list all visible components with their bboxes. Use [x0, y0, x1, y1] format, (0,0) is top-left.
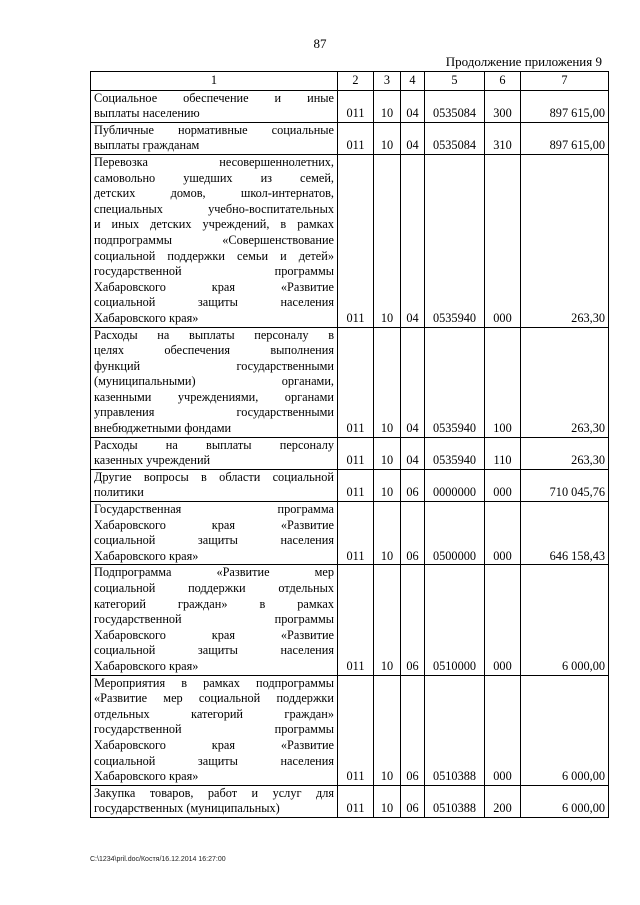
target-item-code: 0535940 — [425, 327, 485, 437]
table-row — [91, 327, 609, 437]
table-row — [91, 675, 609, 785]
expense-type-code: 000 — [485, 565, 521, 675]
target-item-code: 0510000 — [425, 565, 485, 675]
subsection-code: 06 — [401, 502, 425, 565]
subsection-code: 04 — [401, 327, 425, 437]
table-row — [91, 502, 609, 565]
row-name-line: Хабаровского края» — [94, 658, 199, 673]
row-name — [91, 502, 338, 565]
row-name — [91, 469, 338, 501]
column-header: 6 — [485, 72, 521, 91]
section-code: 10 — [374, 90, 401, 122]
row-name-line: социальной защиты населения — [94, 533, 334, 548]
row-name-line: социальной поддержки семьи и детей» — [94, 248, 334, 263]
expense-type-code: 310 — [485, 122, 521, 154]
ministry-code: 011 — [338, 675, 374, 785]
expense-type-code: 110 — [485, 437, 521, 469]
row-name-line: государственной программы — [94, 722, 334, 737]
section-code: 10 — [374, 122, 401, 154]
ministry-code: 011 — [338, 90, 374, 122]
row-name-line: Подпрограмма «Развитие мер — [94, 565, 334, 580]
row-name-line: управления государственными — [94, 405, 334, 420]
target-item-code: 0000000 — [425, 469, 485, 501]
row-name-line: Мероприятия в рамках подпрограммы — [94, 675, 334, 690]
row-name-line: Хабаровского края «Развитие — [94, 279, 334, 294]
column-header: 2 — [338, 72, 374, 91]
expense-type-code: 000 — [485, 502, 521, 565]
row-name — [91, 565, 338, 675]
page-number: 87 — [313, 36, 327, 51]
row-name — [91, 90, 338, 122]
section-code: 10 — [374, 437, 401, 469]
table-row — [91, 565, 609, 675]
row-name — [91, 675, 338, 785]
column-header: 4 — [401, 72, 425, 91]
row-name-line: Социальное обеспечение и иные — [94, 90, 334, 105]
expense-type-code: 000 — [485, 675, 521, 785]
column-header: 7 — [521, 72, 609, 91]
expense-type-code: 000 — [485, 154, 521, 327]
row-name-line: социальной защиты населения — [94, 643, 334, 658]
ministry-code: 011 — [338, 469, 374, 501]
row-name-line: самовольно ушедших из семей, — [94, 170, 334, 185]
row-name-line: Перевозка несовершеннолетних, — [94, 154, 334, 169]
subsection-code: 06 — [401, 675, 425, 785]
row-name-line: Публичные нормативные социальные — [94, 122, 334, 137]
section-code: 10 — [374, 785, 401, 817]
row-name-line: выплаты гражданам — [94, 138, 200, 153]
ministry-code: 011 — [338, 502, 374, 565]
ministry-code: 011 — [338, 437, 374, 469]
column-header: 5 — [425, 72, 485, 91]
continuation-label: Продолжение приложения 9 — [445, 54, 602, 69]
subsection-code: 06 — [401, 785, 425, 817]
row-name-line: политики — [94, 485, 144, 500]
row-name-line: казенных учреждений — [94, 453, 211, 468]
row-name-line: государственной программы — [94, 264, 334, 279]
row-name-line: социальной защиты населения — [94, 753, 334, 768]
row-name-line: отдельных категорий граждан» — [94, 706, 334, 721]
row-name — [91, 154, 338, 327]
row-name — [91, 437, 338, 469]
row-name-line: детских домов, школ-интернатов, — [94, 186, 334, 201]
ministry-code: 011 — [338, 565, 374, 675]
row-name-line: Закупка товаров, работ и услуг для — [94, 785, 334, 800]
row-name-line: Хабаровского края» — [94, 310, 199, 325]
ministry-code: 011 — [338, 327, 374, 437]
row-name-line: внебюджетными фондами — [94, 421, 232, 436]
section-code: 10 — [374, 469, 401, 501]
table-row — [91, 437, 609, 469]
row-name-line: Другие вопросы в области социальной — [94, 469, 334, 484]
table-row — [91, 122, 609, 154]
ministry-code: 011 — [338, 122, 374, 154]
amount: 263,30 — [521, 327, 609, 437]
row-name-line: Расходы на выплаты персоналу в — [94, 327, 334, 342]
table-row — [91, 90, 609, 122]
amount: 897 615,00 — [521, 90, 609, 122]
target-item-code: 0535084 — [425, 90, 485, 122]
row-name-line: Государственная программа — [94, 502, 334, 517]
amount: 263,30 — [521, 437, 609, 469]
ministry-code: 011 — [338, 785, 374, 817]
row-name-line: целях обеспечения выполнения — [94, 343, 334, 358]
row-name-line: специальных учебно-воспитательных — [94, 201, 334, 216]
row-name-line: социальной поддержки отдельных — [94, 581, 334, 595]
ministry-code: 011 — [338, 154, 374, 327]
expense-type-code: 100 — [485, 327, 521, 437]
row-name — [91, 785, 338, 817]
expense-type-code: 200 — [485, 785, 521, 817]
column-header: 1 — [91, 72, 338, 91]
budget-table — [90, 71, 609, 818]
file-path-footer: C:\1234\pril.doc/Костя/16.12.2014 16:27:00 — [90, 856, 226, 863]
row-name-line: и иных детских учреждений, в рамках — [94, 217, 334, 232]
row-name-line: социальной защиты населения — [94, 295, 334, 310]
amount: 6 000,00 — [521, 785, 609, 817]
section-code: 10 — [374, 154, 401, 327]
row-name-line: функций государственными — [94, 358, 334, 373]
expense-type-code: 000 — [485, 469, 521, 501]
section-code: 10 — [374, 675, 401, 785]
amount: 897 615,00 — [521, 122, 609, 154]
section-code: 10 — [374, 327, 401, 437]
row-name-line: подпрограммы «Совершенствование — [94, 232, 334, 247]
amount: 710 045,76 — [521, 469, 609, 501]
subsection-code: 04 — [401, 90, 425, 122]
subsection-code: 06 — [401, 469, 425, 501]
amount: 6 000,00 — [521, 565, 609, 675]
target-item-code: 0510388 — [425, 785, 485, 817]
row-name-line: «Развитие мер социальной поддержки — [94, 691, 334, 706]
row-name-line: категорий граждан» в рамках — [94, 596, 334, 611]
row-name — [91, 122, 338, 154]
row-name-line: Хабаровского края «Развитие — [94, 517, 334, 532]
section-code: 10 — [374, 502, 401, 565]
section-code: 10 — [374, 565, 401, 675]
amount: 646 158,43 — [521, 502, 609, 565]
column-header: 3 — [374, 72, 401, 91]
row-name-line: Хабаровского края» — [94, 769, 199, 784]
subsection-code: 04 — [401, 437, 425, 469]
row-name-line: Хабаровского края «Развитие — [94, 627, 334, 642]
subsection-code: 04 — [401, 154, 425, 327]
row-name-line: Хабаровского края» — [94, 548, 199, 563]
expense-type-code: 300 — [485, 90, 521, 122]
table-row — [91, 154, 609, 327]
row-name-line: Расходы на выплаты персоналу — [94, 437, 334, 452]
row-name-line: государственных (муниципальных) — [94, 801, 280, 816]
table-body — [91, 90, 609, 817]
amount: 263,30 — [521, 154, 609, 327]
table-row — [91, 785, 609, 817]
subsection-code: 04 — [401, 122, 425, 154]
amount: 6 000,00 — [521, 675, 609, 785]
table-header-row — [91, 72, 609, 91]
target-item-code: 0535940 — [425, 437, 485, 469]
subsection-code: 06 — [401, 565, 425, 675]
target-item-code: 0535940 — [425, 154, 485, 327]
row-name-line: выплаты населению — [94, 106, 200, 121]
row-name-line: государственной программы — [94, 612, 334, 627]
target-item-code: 0500000 — [425, 502, 485, 565]
target-item-code: 0535084 — [425, 122, 485, 154]
row-name-line: казенными учреждениями, органами — [94, 389, 334, 404]
row-name-line: (муниципальными) органами, — [94, 374, 334, 389]
row-name-line: Хабаровского края «Развитие — [94, 737, 334, 752]
row-name — [91, 327, 338, 437]
table-row — [91, 469, 609, 501]
target-item-code: 0510388 — [425, 675, 485, 785]
